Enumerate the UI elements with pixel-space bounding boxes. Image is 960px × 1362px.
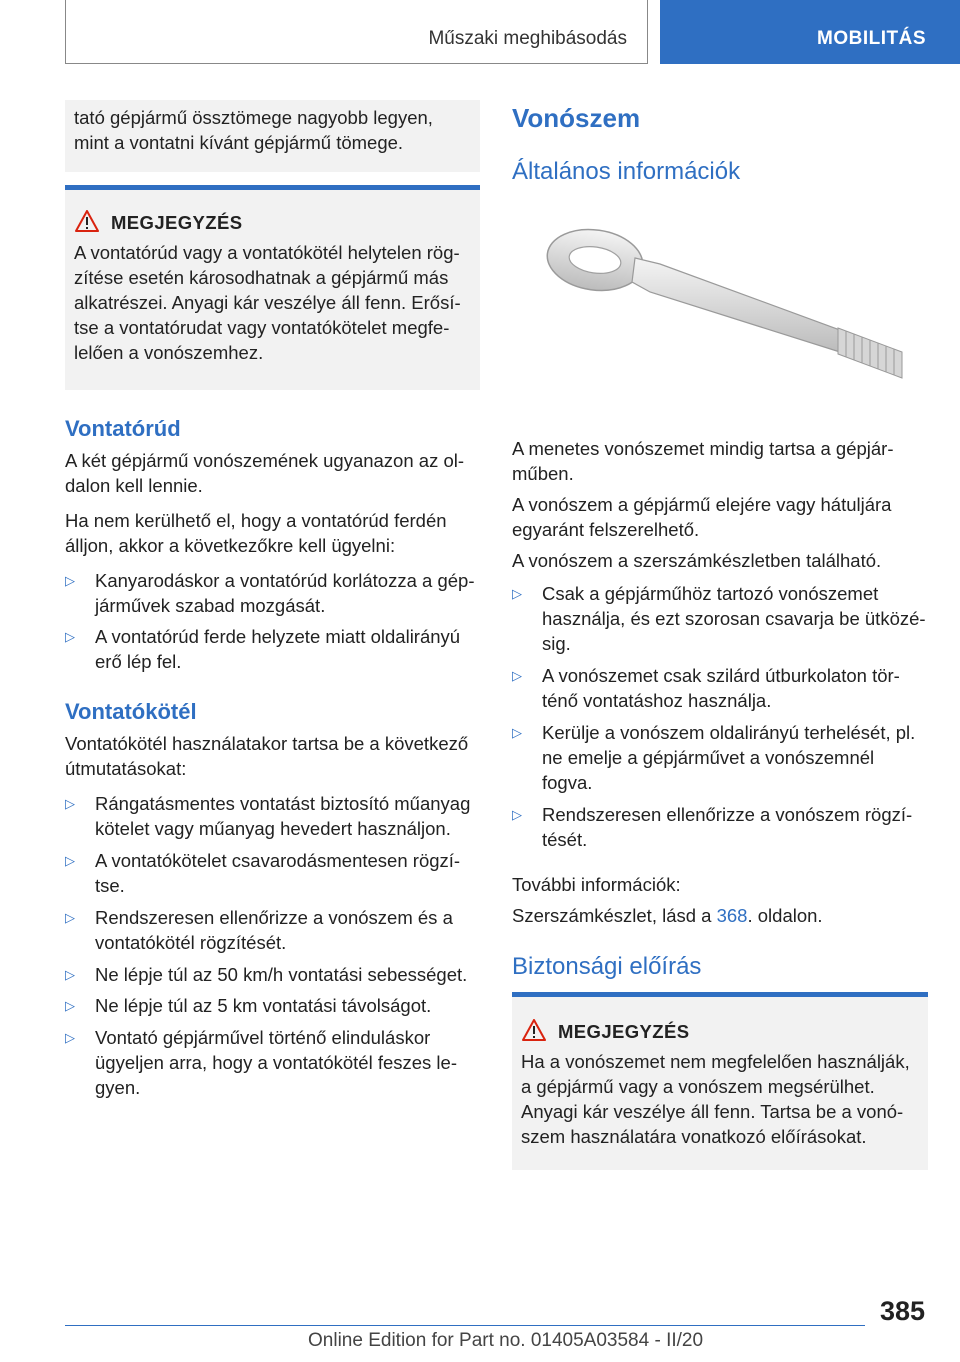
vontatorud-p1: A két gépjármű vonószemének ugyanazon az ol- dalon kell lennie. xyxy=(65,450,465,496)
heading-vontatorud: Vontatórúd xyxy=(65,416,181,441)
note2-title: MEGJEGYZÉS xyxy=(558,1021,690,1042)
vonoszem-p3: A vonószem a szerszámkészletben található. xyxy=(512,550,882,571)
bullet-triangle-icon: ▷ xyxy=(65,573,75,588)
tool-kit-reference: Szerszámkészlet, lásd a 368. oldalon. xyxy=(512,905,823,926)
heading-vontatokotel: Vontatókötél xyxy=(65,699,197,724)
bullet-triangle-icon: ▷ xyxy=(65,998,75,1013)
bullet-triangle-icon: ▷ xyxy=(512,807,522,822)
tow-eye-image xyxy=(540,220,920,400)
footer-edition: Online Edition for Part no. 01405A03584 - II/20 xyxy=(308,1330,704,1351)
bullet-triangle-icon: ▷ xyxy=(65,796,75,811)
page-link-368[interactable]: 368 xyxy=(716,905,748,926)
footer-divider xyxy=(65,1325,865,1326)
continuation-box xyxy=(65,100,480,172)
vonoszem-p1: A menetes vonószemet mindig tartsa a gépjár- műben. xyxy=(512,438,894,484)
warning-icon xyxy=(75,210,99,232)
note2-text: Ha a vonószemet nem megfelelően használják, a gépjármű vagy a vonószem megsérülhet. Anyagi kár veszélye áll fenn. Tartsa be a vonó- szem használatára vonatkozó előírásokat. xyxy=(521,1051,910,1147)
note1-text: A vontatórúd vagy a vontatókötél helytelen rög- zítése esetén károsodhatnak a gépjármű más alkatrészei. Anyagi kár veszélye áll fenn. Erősí- tse a vontatórudat vagy vontatókötelet megfe- lelően a vonószemhez. xyxy=(74,242,461,363)
vontatorud-p2: Ha nem kerülhető el, hogy a vontatórúd ferdén álljon, akkor a következőkre kell ügyelni: xyxy=(65,510,447,556)
subheading-altalanos-informaciok: Általános információk xyxy=(512,158,741,185)
header-tab xyxy=(660,0,960,64)
bullet-triangle-icon: ▷ xyxy=(65,853,75,868)
note1-title: MEGJEGYZÉS xyxy=(111,212,243,233)
bullet-triangle-icon: ▷ xyxy=(65,967,75,982)
header-tab-label: MOBILITÁS xyxy=(817,28,926,49)
bullet-triangle-icon: ▷ xyxy=(65,1030,75,1045)
note2-box xyxy=(512,997,928,1170)
heading-biztonsagi-eloiras: Biztonsági előírás xyxy=(512,953,702,980)
note1-box xyxy=(65,190,480,390)
warning-icon xyxy=(522,1019,546,1041)
bullet-triangle-icon: ▷ xyxy=(512,725,522,740)
heading-vonoszem: Vonószem xyxy=(512,103,641,133)
bullet-triangle-icon: ▷ xyxy=(512,586,522,601)
bullet-triangle-icon: ▷ xyxy=(512,668,522,683)
vonoszem-p2: A vonószem a gépjármű elejére vagy hátuljára egyaránt felszerelhető. xyxy=(512,494,892,540)
page-number: 385 xyxy=(879,1296,925,1326)
vontatokotel-p1: Vontatókötél használatakor tartsa be a következő útmutatásokat: xyxy=(65,733,469,779)
bullet-triangle-icon: ▷ xyxy=(65,629,75,644)
continuation-text: tató gépjármű össztömege nagyobb legyen, mint a vontatni kívánt gépjármű tömege. xyxy=(74,107,433,153)
bullet-triangle-icon: ▷ xyxy=(65,910,75,925)
header-section-title: Műszaki meghibásodás xyxy=(428,28,627,49)
header-section-frame xyxy=(65,0,648,64)
more-info-label: További információk: xyxy=(512,874,681,895)
